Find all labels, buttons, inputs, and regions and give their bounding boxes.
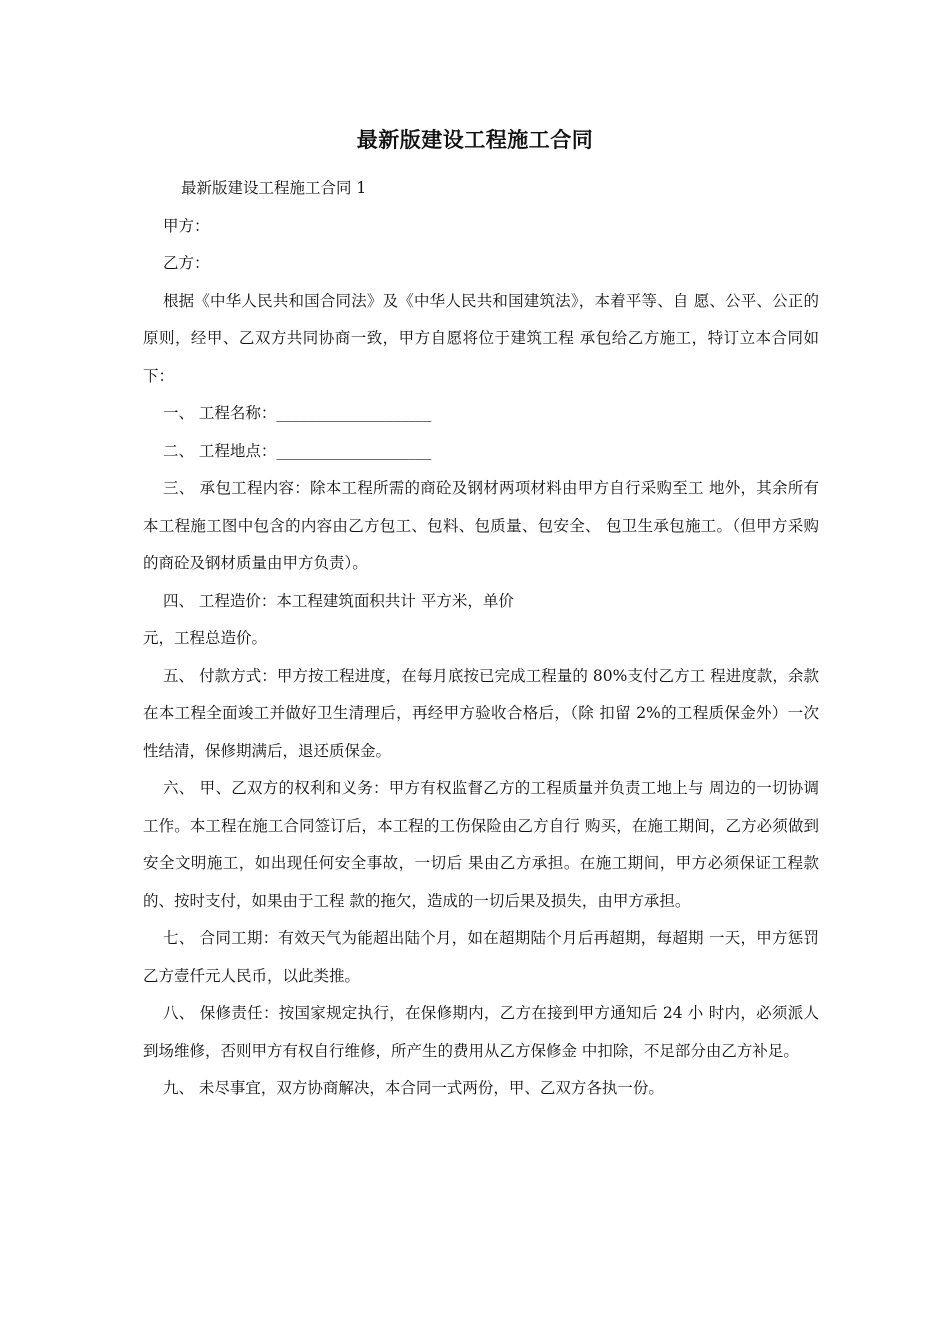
document-title: 最新版建设工程施工合同 <box>356 127 594 152</box>
clause-4: 四、 工程造价：本工程建筑面积共计 平方米，单价 <box>163 591 514 610</box>
party-b-line: 乙方： <box>163 254 210 272</box>
clause-7: 七、 合同工期：有效天气为能超出陆个月，如在超期陆个月后再超期，每超期 一天，甲方惩罚乙方壹仟元人民币，以此类推。 <box>143 929 819 985</box>
clause-3: 三、 承包工程内容：除本工程所需的商砼及钢材两项材料由甲方自行采购至工 地外，其余所有本工程施工图中包含的内容由乙方包工、包料、包质量、包安全、 包卫生承包施工。（但甲方采购的商砼及钢材质量由甲方负责）。 <box>143 479 819 572</box>
party-a-line: 甲方： <box>163 216 210 235</box>
clause-9: 九、 未尽事宜，双方协商解决，本合同一式两份，甲、乙双方各执一份。 <box>163 1079 664 1097</box>
document-subtitle: 最新版建设工程施工合同 1 <box>181 179 367 197</box>
clause-6: 六、 甲、乙双方的权利和义务：甲方有权监督乙方的工程质量并负责工地上与 周边的一切协调工作。本工程在施工合同签订后，本工程的工伤保险由乙方自行 购买，在施工期间，乙方必须做到安全文明施工，如出现任何安全事故，一切后 果由乙方承担。在施工期间，甲方必须保证工程款的、按时支付，如果由于工程 款的拖欠，造成的一切后果及损失，由甲方承担。 <box>143 779 819 910</box>
clause-8: 八、 保修责任：按国家规定执行，在保修期内，乙方在接到甲方通知后 24 小 时内，必须派人到场维修，否则甲方有权自行维修，所产生的费用从乙方保修金 中扣除，不足部分由乙方补足。 <box>143 1004 819 1060</box>
clause-1: 一、 工程名称：____________________ <box>163 404 432 422</box>
document-body <box>143 170 819 1108</box>
clause-2: 二、 工程地点：____________________ <box>163 441 432 460</box>
clause-4-continuation: 元，工程总造价。 <box>143 629 268 647</box>
clause-5: 五、 付款方式：甲方按工程进度，在每月底按已完成工程量的 80%支付乙方工 程进度款，余款在本工程全面竣工并做好卫生清理后，再经甲方验收合格后，（除 扣留 2%的工程质保金外）一次性结清，保修期满后，退还质保金。 <box>143 666 819 760</box>
intro-paragraph: 根据《中华人民共和国合同法》及《中华人民共和国建筑法》，本着平等、自 愿、公平、公正的原则，经甲、乙双方共同协商一致，甲方自愿将位于建筑工程 承包给乙方施工，特订立本合同如下： <box>143 291 819 385</box>
